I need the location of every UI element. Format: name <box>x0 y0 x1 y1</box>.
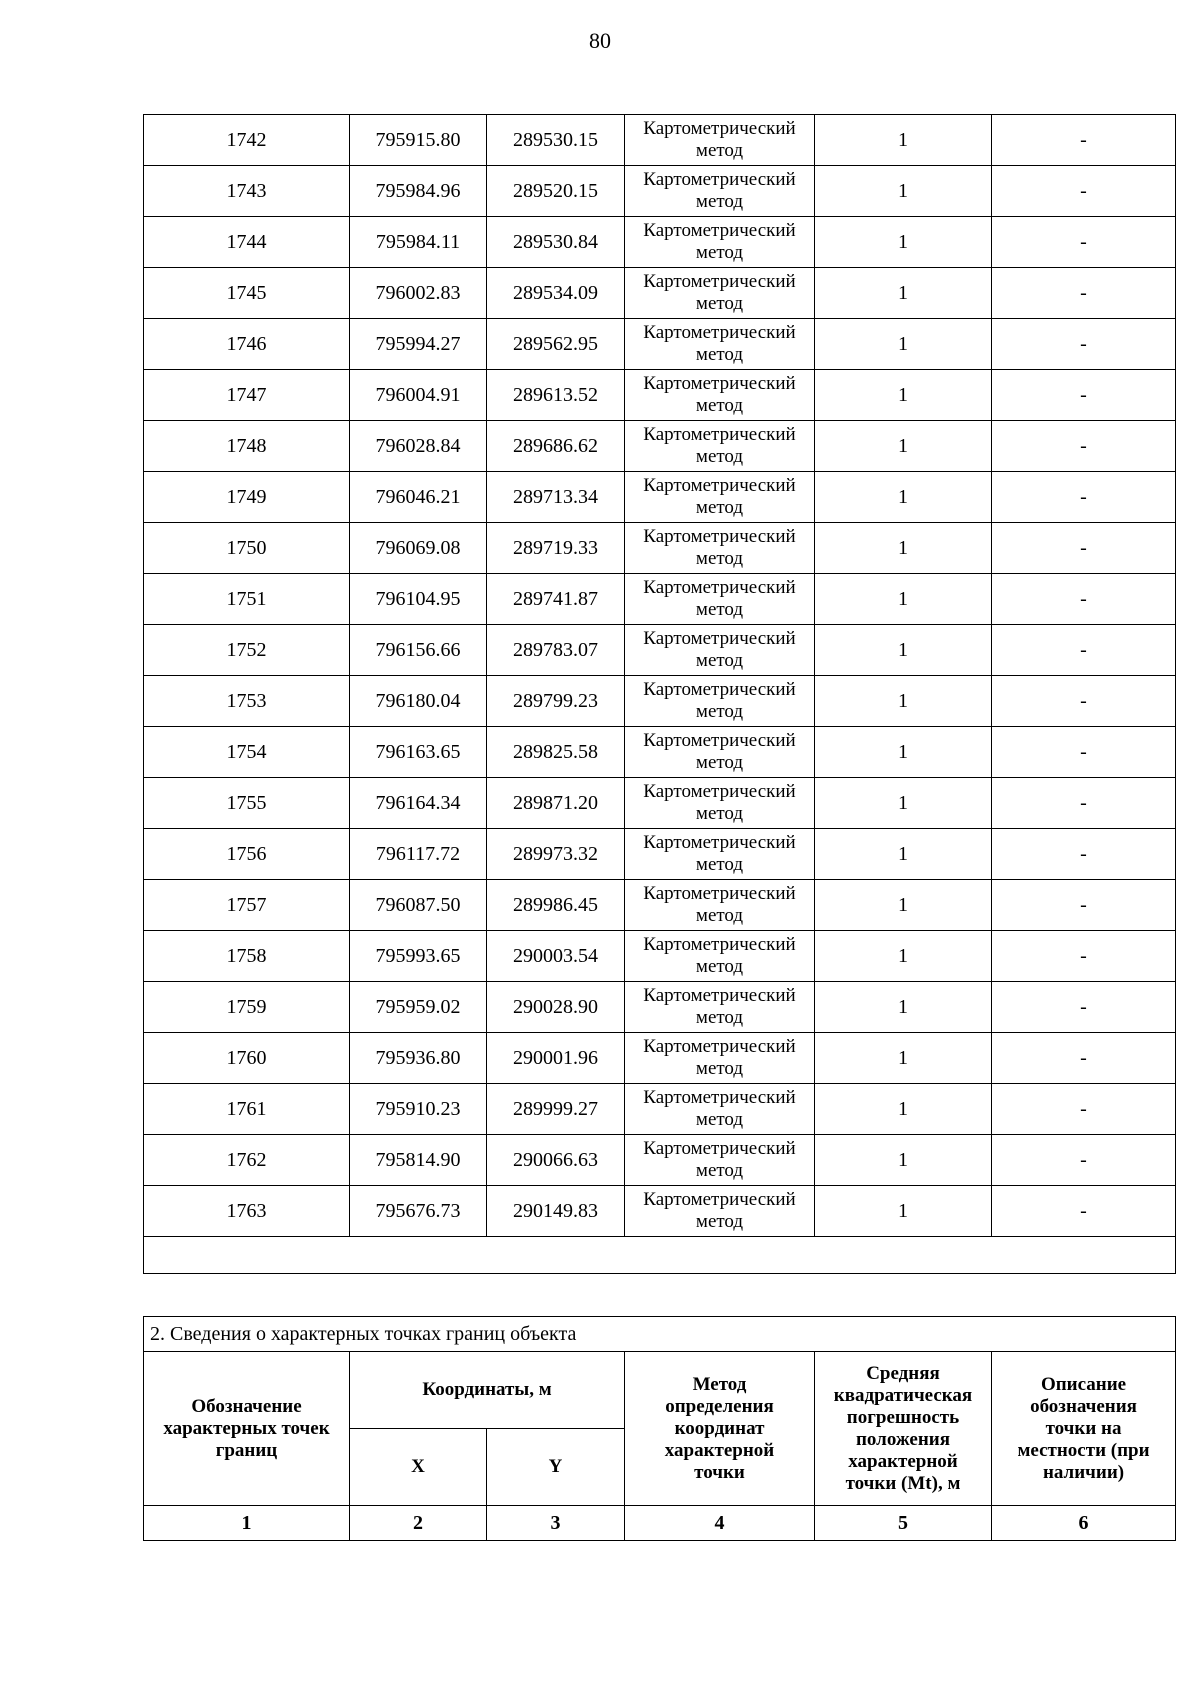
table-row <box>144 115 1176 166</box>
method-line: Картометрический <box>643 169 796 190</box>
method-line: метод <box>695 701 744 722</box>
description-cell: - <box>992 829 1176 880</box>
table-row <box>144 574 1176 625</box>
method-cell <box>625 472 815 523</box>
method-cell <box>625 676 815 727</box>
method-line: Картометрический <box>643 271 796 292</box>
description-cell: - <box>992 1084 1176 1135</box>
method-line: Картометрический <box>643 730 796 751</box>
point-id-cell: 1743 <box>144 166 350 217</box>
empty-cell <box>144 1237 1176 1274</box>
y-coordinate-cell: 289713.34 <box>487 472 625 523</box>
header-coordinates: Координаты, м <box>350 1352 625 1429</box>
method-line: метод <box>695 599 744 620</box>
error-cell: 1 <box>815 625 992 676</box>
y-coordinate-cell: 289562.95 <box>487 319 625 370</box>
y-coordinate-cell: 289871.20 <box>487 778 625 829</box>
point-id-cell: 1759 <box>144 982 350 1033</box>
description-cell: - <box>992 1033 1176 1084</box>
method-line: метод <box>695 446 744 467</box>
method-line: метод <box>695 191 744 212</box>
method-line: Картометрический <box>643 424 796 445</box>
section-2-title: 2. Сведения о характерных точках границ объекта <box>144 1317 1176 1352</box>
point-id-cell: 1754 <box>144 727 350 778</box>
error-cell: 1 <box>815 1135 992 1186</box>
table-row <box>144 217 1176 268</box>
error-cell: 1 <box>815 523 992 574</box>
column-number: 4 <box>625 1506 815 1541</box>
description-cell: - <box>992 319 1176 370</box>
method-line: Картометрический <box>643 934 796 955</box>
method-cell <box>625 778 815 829</box>
description-cell: - <box>992 778 1176 829</box>
y-coordinate-cell: 290066.63 <box>487 1135 625 1186</box>
column-number: 1 <box>144 1506 350 1541</box>
method-cell <box>625 115 815 166</box>
header-line: характерных точек <box>163 1417 330 1439</box>
method-line: Картометрический <box>643 1138 796 1159</box>
description-cell: - <box>992 115 1176 166</box>
header-line: наличии) <box>1042 1461 1125 1483</box>
method-line: Картометрический <box>643 781 796 802</box>
description-cell: - <box>992 880 1176 931</box>
header-line: положения <box>855 1428 951 1450</box>
method-line: Картометрический <box>643 679 796 700</box>
point-id-cell: 1745 <box>144 268 350 319</box>
point-id-cell: 1763 <box>144 1186 350 1237</box>
header-line: точки <box>694 1461 745 1483</box>
method-line: метод <box>695 1007 744 1028</box>
table-row <box>144 1084 1176 1135</box>
method-line: метод <box>695 395 744 416</box>
point-id-cell: 1744 <box>144 217 350 268</box>
error-cell: 1 <box>815 421 992 472</box>
table-row <box>144 370 1176 421</box>
y-coordinate-cell: 289799.23 <box>487 676 625 727</box>
table-row <box>144 1033 1176 1084</box>
x-coordinate-cell: 796104.95 <box>350 574 487 625</box>
method-line: метод <box>695 1211 744 1232</box>
coordinates-table <box>143 114 1176 1274</box>
error-cell: 1 <box>815 1084 992 1135</box>
table-row <box>144 319 1176 370</box>
y-coordinate-cell: 289986.45 <box>487 880 625 931</box>
method-line: Картометрический <box>643 985 796 1006</box>
error-cell: 1 <box>815 217 992 268</box>
method-cell <box>625 727 815 778</box>
x-coordinate-cell: 795814.90 <box>350 1135 487 1186</box>
table-row <box>144 625 1176 676</box>
method-cell <box>625 829 815 880</box>
header-line: Средняя <box>866 1362 940 1384</box>
method-line: Картометрический <box>643 628 796 649</box>
y-coordinate-cell: 290149.83 <box>487 1186 625 1237</box>
error-cell: 1 <box>815 319 992 370</box>
header-line: Метод <box>692 1373 747 1395</box>
description-cell: - <box>992 421 1176 472</box>
x-coordinate-cell: 795984.96 <box>350 166 487 217</box>
x-coordinate-cell: 795915.80 <box>350 115 487 166</box>
error-cell: 1 <box>815 829 992 880</box>
x-coordinate-cell: 796087.50 <box>350 880 487 931</box>
column-number: 2 <box>350 1506 487 1541</box>
method-cell <box>625 1135 815 1186</box>
error-cell: 1 <box>815 574 992 625</box>
section-2-table <box>143 1316 1176 1541</box>
table-row <box>144 1135 1176 1186</box>
point-id-cell: 1753 <box>144 676 350 727</box>
y-coordinate-cell: 289741.87 <box>487 574 625 625</box>
error-cell: 1 <box>815 1033 992 1084</box>
description-cell: - <box>992 931 1176 982</box>
point-id-cell: 1751 <box>144 574 350 625</box>
x-coordinate-cell: 796002.83 <box>350 268 487 319</box>
table-row <box>144 523 1176 574</box>
y-coordinate-cell: 289530.84 <box>487 217 625 268</box>
y-coordinate-cell: 289999.27 <box>487 1084 625 1135</box>
method-cell <box>625 523 815 574</box>
method-line: метод <box>695 293 744 314</box>
description-cell: - <box>992 676 1176 727</box>
header-line: характерной <box>848 1450 958 1472</box>
method-line: Картометрический <box>643 1036 796 1057</box>
header-y: Y <box>487 1429 625 1506</box>
point-id-cell: 1757 <box>144 880 350 931</box>
description-cell: - <box>992 472 1176 523</box>
method-line: Картометрический <box>643 220 796 241</box>
header-mean-square-error <box>815 1352 992 1506</box>
description-cell: - <box>992 1135 1176 1186</box>
header-line: обозначения <box>1030 1395 1137 1417</box>
description-cell: - <box>992 625 1176 676</box>
y-coordinate-cell: 290001.96 <box>487 1033 625 1084</box>
method-line: Картометрический <box>643 832 796 853</box>
error-cell: 1 <box>815 982 992 1033</box>
header-line: характерной <box>664 1439 775 1461</box>
description-cell: - <box>992 574 1176 625</box>
point-id-cell: 1761 <box>144 1084 350 1135</box>
error-cell: 1 <box>815 115 992 166</box>
method-line: метод <box>695 242 744 263</box>
x-coordinate-cell: 796180.04 <box>350 676 487 727</box>
table-row <box>144 829 1176 880</box>
point-id-cell: 1748 <box>144 421 350 472</box>
coordinates-table-body <box>144 115 1176 1274</box>
method-cell <box>625 319 815 370</box>
header-method <box>625 1352 815 1506</box>
header-line: погрешность <box>846 1406 960 1428</box>
method-cell <box>625 217 815 268</box>
x-coordinate-cell: 795676.73 <box>350 1186 487 1237</box>
y-coordinate-cell: 289719.33 <box>487 523 625 574</box>
description-cell: - <box>992 727 1176 778</box>
method-cell <box>625 370 815 421</box>
method-cell <box>625 880 815 931</box>
y-coordinate-cell: 289530.15 <box>487 115 625 166</box>
table-row <box>144 166 1176 217</box>
table-row <box>144 268 1176 319</box>
point-id-cell: 1755 <box>144 778 350 829</box>
header-line: Описание <box>1040 1373 1127 1395</box>
point-id-cell: 1749 <box>144 472 350 523</box>
x-coordinate-cell: 795994.27 <box>350 319 487 370</box>
header-line: квадратическая <box>833 1384 973 1406</box>
y-coordinate-cell: 290003.54 <box>487 931 625 982</box>
method-line: Картометрический <box>643 1087 796 1108</box>
error-cell: 1 <box>815 931 992 982</box>
header-x: X <box>350 1429 487 1506</box>
table-row <box>144 472 1176 523</box>
description-cell: - <box>992 982 1176 1033</box>
empty-row <box>144 1237 1176 1274</box>
table-row <box>144 676 1176 727</box>
method-cell <box>625 1033 815 1084</box>
method-line: метод <box>695 1160 744 1181</box>
method-line: метод <box>695 854 744 875</box>
point-id-cell: 1762 <box>144 1135 350 1186</box>
point-id-cell: 1747 <box>144 370 350 421</box>
table-row <box>144 931 1176 982</box>
method-cell <box>625 1186 815 1237</box>
method-line: метод <box>695 752 744 773</box>
method-line: метод <box>695 140 744 161</box>
y-coordinate-cell: 290028.90 <box>487 982 625 1033</box>
table-row <box>144 727 1176 778</box>
method-line: Картометрический <box>643 526 796 547</box>
method-cell <box>625 268 815 319</box>
x-coordinate-cell: 795993.65 <box>350 931 487 982</box>
y-coordinate-cell: 289520.15 <box>487 166 625 217</box>
header-line: местности (при <box>1017 1439 1150 1461</box>
method-cell <box>625 625 815 676</box>
method-cell <box>625 1084 815 1135</box>
point-id-cell: 1746 <box>144 319 350 370</box>
y-coordinate-cell: 289783.07 <box>487 625 625 676</box>
point-id-cell: 1756 <box>144 829 350 880</box>
header-line: точки (Mt), м <box>845 1472 961 1494</box>
page-number: 80 <box>589 28 611 53</box>
point-id-cell: 1750 <box>144 523 350 574</box>
y-coordinate-cell: 289973.32 <box>487 829 625 880</box>
y-coordinate-cell: 289613.52 <box>487 370 625 421</box>
x-coordinate-cell: 796163.65 <box>350 727 487 778</box>
method-line: метод <box>695 548 744 569</box>
method-line: метод <box>695 1109 744 1130</box>
method-line: Картометрический <box>643 373 796 394</box>
point-id-cell: 1752 <box>144 625 350 676</box>
table-row <box>144 778 1176 829</box>
method-line: Картометрический <box>643 577 796 598</box>
method-cell <box>625 166 815 217</box>
column-number: 5 <box>815 1506 992 1541</box>
method-line: метод <box>695 344 744 365</box>
method-line: метод <box>695 905 744 926</box>
y-coordinate-cell: 289534.09 <box>487 268 625 319</box>
table-row <box>144 982 1176 1033</box>
method-line: Картометрический <box>643 1189 796 1210</box>
x-coordinate-cell: 796156.66 <box>350 625 487 676</box>
error-cell: 1 <box>815 472 992 523</box>
y-coordinate-cell: 289686.62 <box>487 421 625 472</box>
point-id-cell: 1742 <box>144 115 350 166</box>
x-coordinate-cell: 795936.80 <box>350 1033 487 1084</box>
x-coordinate-cell: 795910.23 <box>350 1084 487 1135</box>
column-number: 6 <box>992 1506 1176 1541</box>
error-cell: 1 <box>815 880 992 931</box>
method-line: метод <box>695 956 744 977</box>
x-coordinate-cell: 796069.08 <box>350 523 487 574</box>
error-cell: 1 <box>815 1186 992 1237</box>
description-cell: - <box>992 1186 1176 1237</box>
method-cell <box>625 574 815 625</box>
description-cell: - <box>992 370 1176 421</box>
description-cell: - <box>992 166 1176 217</box>
header-point-description <box>992 1352 1176 1506</box>
method-line: Картометрический <box>643 475 796 496</box>
table-row <box>144 1186 1176 1237</box>
error-cell: 1 <box>815 268 992 319</box>
method-line: метод <box>695 497 744 518</box>
x-coordinate-cell: 796117.72 <box>350 829 487 880</box>
method-cell <box>625 982 815 1033</box>
header-point-designation <box>144 1352 350 1506</box>
header-line: координат <box>674 1417 765 1439</box>
x-coordinate-cell: 796004.91 <box>350 370 487 421</box>
method-line: Картометрический <box>643 322 796 343</box>
method-line: метод <box>695 650 744 671</box>
x-coordinate-cell: 795959.02 <box>350 982 487 1033</box>
header-line: точки на <box>1045 1417 1122 1439</box>
error-cell: 1 <box>815 370 992 421</box>
table-row <box>144 421 1176 472</box>
description-cell: - <box>992 523 1176 574</box>
method-cell <box>625 931 815 982</box>
error-cell: 1 <box>815 676 992 727</box>
method-line: Картометрический <box>643 883 796 904</box>
table-row <box>144 880 1176 931</box>
error-cell: 1 <box>815 727 992 778</box>
header-line: определения <box>665 1395 774 1417</box>
x-coordinate-cell: 796046.21 <box>350 472 487 523</box>
x-coordinate-cell: 796028.84 <box>350 421 487 472</box>
description-cell: - <box>992 268 1176 319</box>
method-line: метод <box>695 803 744 824</box>
method-cell <box>625 421 815 472</box>
column-number: 3 <box>487 1506 625 1541</box>
error-cell: 1 <box>815 778 992 829</box>
header-line: Обозначение <box>191 1395 302 1417</box>
description-cell: - <box>992 217 1176 268</box>
header-line: границ <box>215 1439 278 1461</box>
x-coordinate-cell: 795984.11 <box>350 217 487 268</box>
y-coordinate-cell: 289825.58 <box>487 727 625 778</box>
point-id-cell: 1758 <box>144 931 350 982</box>
x-coordinate-cell: 796164.34 <box>350 778 487 829</box>
method-line: метод <box>695 1058 744 1079</box>
error-cell: 1 <box>815 166 992 217</box>
method-line: Картометрический <box>643 118 796 139</box>
point-id-cell: 1760 <box>144 1033 350 1084</box>
